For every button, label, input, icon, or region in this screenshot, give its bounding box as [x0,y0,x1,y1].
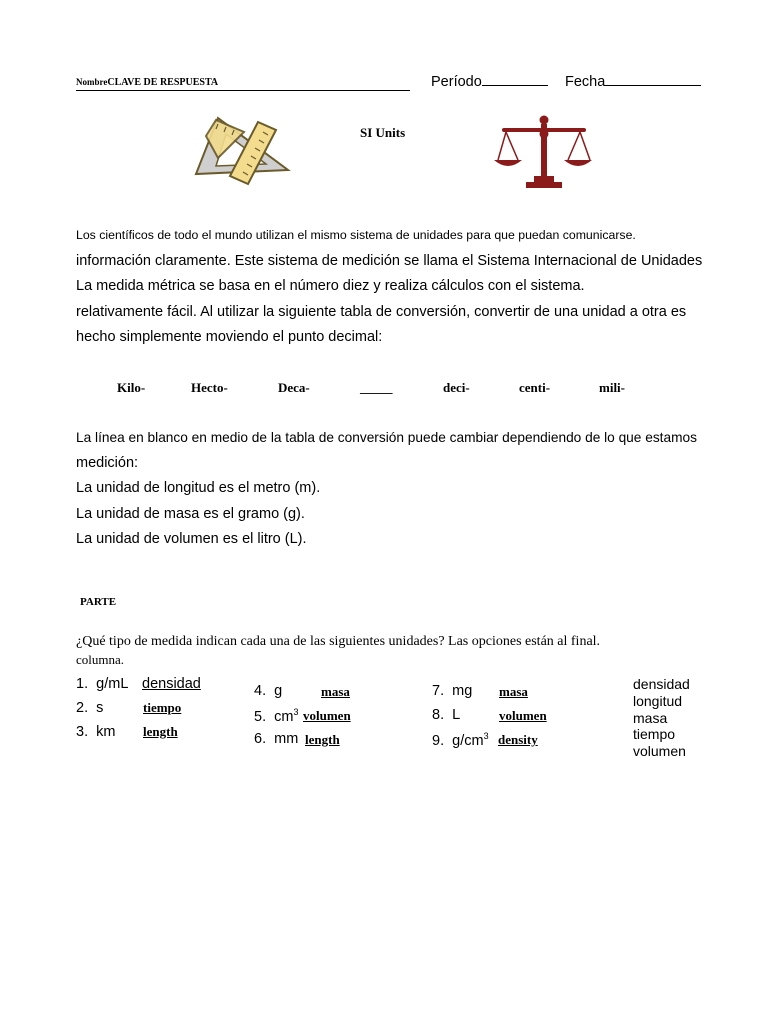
name-label: Nombre [76,77,108,87]
name-value: CLAVE DE RESPUESTA [107,77,219,88]
answer-2: tiempo [143,700,182,715]
option-masa: masa [633,710,668,726]
intro-line-5: hecho simplemente moviendo el punto decimal: [76,329,383,345]
answer-5: volumen [303,708,351,723]
part-question: ¿Qué tipo de medida indican cada una de las siguientes unidades? Las opciones están al final. [76,634,601,649]
date-field [565,74,701,90]
answer-3: length [143,724,178,739]
answer-1: densidad [142,676,201,692]
explanation-line-3: La unidad de longitud es el metro (m). [76,480,321,496]
explanation-line-1: La línea en blanco en medio de la tabla de conversión puede cambiar dependiendo de lo que estamos [76,430,697,445]
list-item: 7. mg [432,683,473,699]
option-longitud: longitud [633,693,683,709]
period-label: Período [431,74,482,90]
list-item: 9. $g/cm^3$ [432,731,489,749]
prefix-hecto: Hecto- [191,380,228,395]
prefix-blank: _____ [360,380,393,395]
part-question-cont: columna. [76,652,125,667]
answer-6: length [305,732,340,747]
balance-scale-icon [492,112,594,192]
prefix-mili: mili- [599,380,625,395]
explanation-line-5: La unidad de volumen es el litro (L). [76,531,307,547]
intro-line-3: La medida métrica se basa en el número diez y realiza cálculos con el sistema. [76,278,585,294]
part-label: PARTE [80,596,117,608]
prefix-deca: Deca- [278,380,310,395]
option-tiempo: tiempo [633,726,676,742]
prefix-centi: centi- [519,380,551,395]
intro-line-1: Los científicos de todo el mundo utilizan el mismo sistema de unidades para que puedan comunicarse. [76,228,636,242]
intro-line-2: información claramente. Este sistema de medición se llama el Sistema Internacional de Unidades [76,253,703,269]
date-blank [605,85,701,86]
option-volumen: volumen [633,743,686,759]
rulers-icon [188,112,294,188]
intro-line-4: relativamente fácil. Al utilizar la siguiente tabla de conversión, convertir de una unidad a otra es [76,304,687,320]
period-blank [482,85,548,86]
list-item: 5. $cm^3$ [254,707,299,725]
name-field [76,72,410,91]
date-label: Fecha [565,74,606,90]
answer-7: masa [499,684,528,699]
option-densidad: densidad [633,676,690,692]
page-title: SI Units [360,125,406,140]
list-item: 6. mm [254,731,299,747]
list-item: 1. g/mL [76,676,129,692]
answer-9: density [498,732,538,747]
answer-4: masa [321,684,350,699]
list-item: 4. g [254,683,283,699]
list-item: 2. s [76,700,104,716]
list-item: 3. km [76,724,116,740]
prefix-deci: deci- [443,380,470,395]
period-field [431,74,548,90]
list-item: 8. L [432,707,461,723]
explanation-line-4: La unidad de masa es el gramo (g). [76,506,305,522]
answer-8: volumen [499,708,547,723]
explanation-line-2: medición: [76,455,139,471]
prefix-kilo: Kilo- [117,380,146,395]
